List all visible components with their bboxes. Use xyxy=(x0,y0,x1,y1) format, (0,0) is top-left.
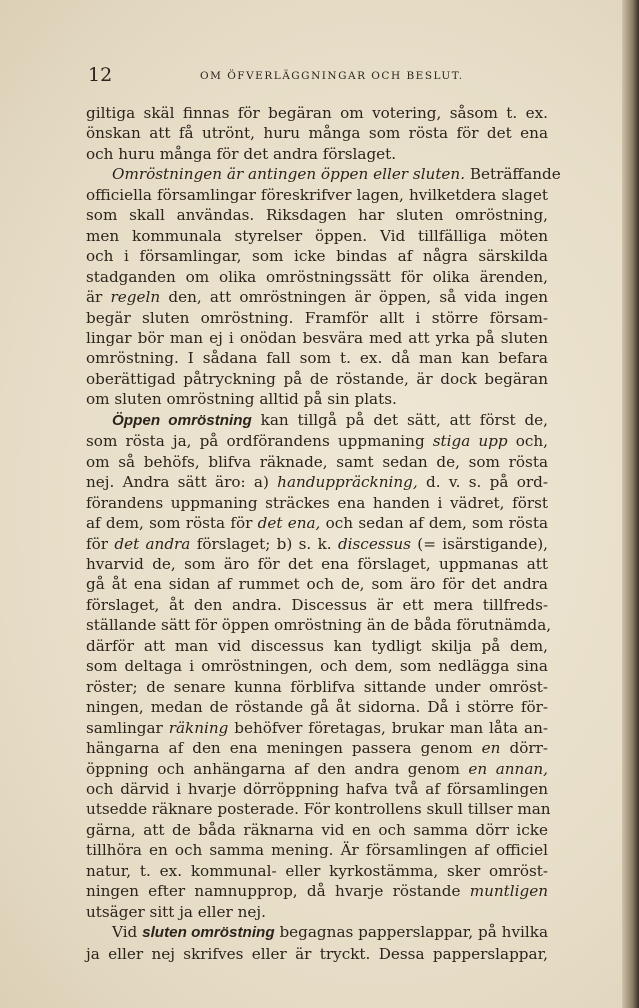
text-line xyxy=(86,431,548,451)
text-run: ningen efter namnupprop, då hvarje röstande xyxy=(86,882,470,901)
emphasized-text: en annan, xyxy=(468,759,548,778)
text-run: öppning och anhängarna af den andra genom xyxy=(86,759,469,778)
text-run: kan tillgå på det sätt, att först de, xyxy=(251,410,548,429)
emphasized-text: en xyxy=(481,739,501,758)
text-line: förandens uppmaning sträckes ena handen i vädret, först xyxy=(86,493,548,512)
emphasized-text: sluten omröstning xyxy=(142,924,275,942)
text-line: och huru många för det andra förslaget. xyxy=(86,144,397,163)
text-line: därför att man vid discessus kan tydligt skilja på dem, xyxy=(86,636,548,655)
text-line: som deltaga i omröstningen, och dem, som nedlägga sina xyxy=(86,657,548,676)
text-line xyxy=(86,472,548,492)
text-line xyxy=(86,738,548,758)
text-line xyxy=(86,759,548,779)
text-line: röster; de senare kunna förblifva sittande under omröst- xyxy=(86,677,548,696)
emphasized-text: handuppräckning, xyxy=(277,473,418,492)
text-run: den, att omröstningen är öppen, så vida ingen xyxy=(160,288,548,307)
text-line: oberättigad påtryckning på de röstande, är dock begäran xyxy=(86,369,548,388)
emphasized-text: muntligen xyxy=(469,882,548,901)
text-run: begagnas papperslappar, på hvilka xyxy=(274,923,549,942)
emphasized-text: det andra xyxy=(114,534,191,553)
page-header xyxy=(0,64,632,88)
text-run: hängarna af den ena meningen passera genom xyxy=(86,739,482,758)
text-line: om sluten omröstning alltid på sin plats. xyxy=(86,390,397,409)
text-line xyxy=(86,534,548,554)
text-run: för xyxy=(86,534,115,553)
text-line: och i församlingar, som icke bindas af några särskilda xyxy=(86,247,548,266)
text-line: ningen, medan de röstande gå åt sidorna. Då i större för- xyxy=(86,698,548,717)
text-run: behöfver företagas, brukar man låta an- xyxy=(228,718,548,737)
text-line: önskan att få utrönt, huru många som rösta för det ena xyxy=(86,124,548,143)
text-run: som rösta ja, på ordförandens uppmaning xyxy=(86,432,433,451)
body-text xyxy=(86,103,561,964)
text-line: omröstning. I sådana fall som t. ex. då man kan befara xyxy=(86,349,548,368)
text-run: och sedan af dem, som rösta xyxy=(320,514,549,533)
text-run: d. v. s. på ord- xyxy=(417,473,549,492)
text-line: ja eller nej skrifves eller är tryckt. Dessa papperslappar, xyxy=(86,944,548,963)
text-run: Vid xyxy=(112,923,143,942)
text-run: och, xyxy=(507,432,548,451)
text-line: gå åt ena sidan af rummet och de, som äro för det andra xyxy=(86,575,548,594)
text-run: förslaget; b) s. k. xyxy=(190,534,338,553)
text-line xyxy=(86,881,548,901)
emphasized-text: discessus xyxy=(337,534,411,553)
text-line xyxy=(86,287,548,307)
text-line: utsäger sitt ja eller nej. xyxy=(86,902,266,921)
text-line: men kommunala styrelser öppen. Vid tillfälliga möten xyxy=(86,226,548,245)
text-line xyxy=(86,513,548,533)
emphasized-text: räkning xyxy=(168,718,229,737)
text-run: af dem, som rösta för xyxy=(86,514,258,533)
emphasized-text: det ena, xyxy=(257,514,321,533)
page-number: 12 xyxy=(88,64,113,86)
text-line: hvarvid de, som äro för det ena förslaget, uppmanas att xyxy=(86,554,548,573)
text-line: natur, t. ex. kommunal- eller kyrkostämma, sker omröst- xyxy=(86,861,548,880)
text-run: dörr- xyxy=(500,739,548,758)
emphasized-text: Omröstningen är antingen öppen eller sluten. xyxy=(112,165,466,184)
emphasized-text: regeln xyxy=(110,288,161,307)
text-line: tillhöra en och samma mening. Är församlingen af officiel xyxy=(86,841,548,860)
text-line: förslaget, åt den andra. Discessus är ett mera tillfreds- xyxy=(86,595,548,614)
text-line xyxy=(86,410,548,431)
text-line: och därvid i hvarje dörröppning hafva två af församlingen xyxy=(86,779,548,798)
text-run: samlingar xyxy=(86,718,169,737)
text-line xyxy=(86,164,561,184)
text-line: ställande sätt för öppen omröstning än de båda förutnämda, xyxy=(86,616,552,635)
text-run: är xyxy=(86,288,111,307)
text-line: begär sluten omröstning. Framför allt i större försam- xyxy=(86,308,548,327)
text-line: utsedde räknare posterade. För kontrollens skull tillser man xyxy=(86,800,551,819)
text-line: gärna, att de båda räknarna vid en och samma dörr icke xyxy=(86,820,548,839)
text-line xyxy=(86,922,548,943)
emphasized-text: Öppen omröstning xyxy=(112,411,252,429)
text-line: officiella församlingar föreskrifver lagen, hvilketdera slaget xyxy=(86,185,548,204)
page-edge xyxy=(622,0,639,1008)
text-line xyxy=(86,718,548,738)
text-run: Beträffande xyxy=(465,165,561,184)
text-run: nej. Andra sätt äro: a) xyxy=(86,473,278,492)
text-run: (= isärstigande), xyxy=(410,534,548,553)
text-line: giltiga skäl finnas för begäran om votering, såsom t. ex. xyxy=(86,104,548,122)
running-title: OM ÖFVERLÄGGNINGAR OCH BESLUT. xyxy=(200,70,464,82)
text-line: som skall användas. Riksdagen har sluten omröstning, xyxy=(86,206,548,225)
text-line: lingar bör man ej i onödan besvära med att yrka på sluten xyxy=(86,328,548,347)
emphasized-text: stiga upp xyxy=(432,432,508,451)
text-line: stadganden om olika omröstningssätt för olika ärenden, xyxy=(86,267,548,286)
text-line: om så behöfs, blifva räknade, samt sedan de, som rösta xyxy=(86,452,548,471)
